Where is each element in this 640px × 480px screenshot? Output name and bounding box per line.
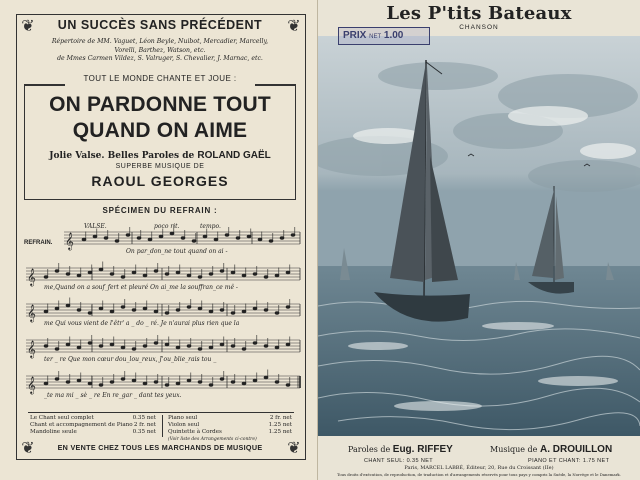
note-head [264,345,268,348]
note-head [55,270,59,273]
note-head [187,379,191,382]
note-head [110,273,114,276]
price-row [168,415,292,422]
note-head [198,381,202,384]
svg-text:𝄞: 𝄞 [27,340,36,358]
note-head [253,273,257,276]
lyric-line: On par_don_ne tout quand on ai - [126,248,228,255]
note-head [165,273,169,276]
note-head [231,381,235,384]
ornament-icon: ❦ [21,438,35,457]
note-head [55,378,59,381]
note-head [143,345,147,348]
composer-name: A. DROUILLON [539,444,613,455]
composer-credit [490,444,612,455]
price-label: Mandoline seule [30,429,77,435]
piano-price: PIANO ET CHANT: 1.75 NET [528,458,610,464]
note-head [165,312,169,315]
note-head [264,276,268,279]
note-head [214,238,218,241]
note-head [176,309,180,312]
note-head [77,379,81,382]
lyricist-credit [25,150,295,161]
note-head [88,342,92,345]
note-head [82,238,86,241]
note-head [44,276,48,279]
stamp-prefix: PRIX [343,30,367,41]
note-head [286,343,290,346]
note-head [137,237,141,240]
note-head [132,379,136,382]
note-head [55,307,59,310]
note-head [55,348,59,351]
note-head [176,346,180,349]
note-head [192,240,196,243]
note-head [225,234,229,237]
price-value: 1.25 net [268,422,292,428]
note-head [275,274,279,277]
tout-le-monde-heading: TOUT LE MONDE CHANTE ET JOUE : [83,74,237,83]
note-head [148,238,152,241]
note-head [159,235,163,238]
note-head [154,310,158,313]
note-head [99,345,103,348]
price-value: 0.35 net [132,429,156,435]
note-head [88,271,92,274]
note-head [176,271,180,274]
note-head [104,237,108,240]
note-head [220,270,224,273]
price-row [168,429,292,436]
note-head [126,234,130,237]
song-title-line: QUAND ON AIME [72,119,248,142]
price-stamp [338,27,430,45]
poco-rit-marking: poco rit. [154,223,180,230]
cover-credits [318,440,640,480]
svg-text:𝄞: 𝄞 [27,304,36,322]
ornament-icon: ❦ [287,438,301,457]
note-head [275,346,279,349]
note-head [231,312,235,315]
note-head [187,345,191,348]
lyricist-name: ROLAND GAËL [197,150,271,161]
note-head [181,237,185,240]
price-label: Le Chant seul complet [30,415,94,421]
paroles-prefix: Jolie Valse. Belles Paroles de [49,151,195,161]
note-head [253,379,257,382]
note-head [77,346,81,349]
price-label: Chant et accompagnement de Piano [30,422,133,428]
price-row [30,422,156,429]
note-head [242,382,246,385]
song-title-line: ON PARDONNE TOUT [49,93,271,116]
song-title [25,92,295,144]
svg-text:𝄞: 𝄞 [27,268,36,286]
note-head [286,306,290,309]
musique-prefix: Musique de [490,445,538,454]
note-head [143,274,147,277]
note-head [44,382,48,385]
note-head [110,381,114,384]
note-head [231,271,235,274]
price-value: 2 fr. net [269,415,292,421]
note-head [286,271,290,274]
rights-notice: Tous droits d'exécution, de reproduction, de traduction et d'arrangements réservés pour tous pays y compris la Suède, la Norvège et le Danemark. [337,472,621,477]
lyricist-credit [348,444,453,455]
note-head [99,384,103,387]
publisher-line: Paris, MARCEL LABBÉ, Éditeur, 20, Rue du Croissant (IIe) [404,465,554,471]
note-head [121,378,125,381]
repertoire-list [24,38,296,64]
repertoire-line: Vorelli, Barthez, Watson, etc. [114,46,206,54]
note-head [220,343,224,346]
note-head [66,273,70,276]
note-head [121,346,125,349]
success-banner: UN SUCCÈS SANS PRÉCÉDENT [57,18,263,32]
note-head [258,238,262,241]
note-head [176,382,180,385]
note-head [132,348,136,351]
svg-text:𝄞: 𝄞 [27,376,36,394]
ornament-icon: ❦ [21,16,35,35]
note-head [66,381,70,384]
note-head [66,304,70,307]
note-head [110,310,114,313]
note-head [264,376,268,379]
price-row [168,422,292,429]
note-head [99,307,103,310]
note-head [77,274,81,277]
note-head [115,240,119,243]
price-value: 0.35 net [132,415,156,421]
chant-price: CHANT SEUL: 0.35 NET [364,458,434,464]
valse-marking: VALSE. [84,223,107,230]
note-head [264,309,268,312]
lyric-line: _te ma mi _ sè _ re En re_gar _ dant tes yeux. [44,392,182,399]
note-head [170,232,174,235]
stamp-price: 1.00 [383,30,404,41]
sailboats-illustration [318,36,640,436]
note-head [132,309,136,312]
note-head [242,348,246,351]
price-column [168,415,292,436]
lyric-line: me,Quand on a souf_fert et pleuré On ai_me la souffran_ce mê - [44,284,238,291]
price-value: 2 fr. net [133,422,156,428]
note-head [198,276,202,279]
note-head [110,343,114,346]
note-head [187,274,191,277]
back-cover-page [0,0,318,480]
note-head [286,384,290,387]
note-head [44,345,48,348]
note-head [220,309,224,312]
note-head [209,273,213,276]
note-head [203,235,207,238]
note-head [247,235,251,238]
lyric-line: ter _ re Que mon cœur dou_lou_reux, J'ou_blie_rais tou _ [44,356,217,363]
price-list [28,412,294,442]
note-head [220,378,224,381]
note-head [269,240,273,243]
note-head [280,237,284,240]
note-head [253,307,257,310]
repertoire-line: de Mmes Carmen Vildez, S. Valruger, S. Chevalier, J. Marnac, etc. [57,55,263,63]
note-head [143,382,147,385]
lyric-line: me Qui vous vient de l'êtr' a _ do _ ré. Je n'aurai plus rien que la [44,320,240,327]
note-head [88,382,92,385]
note-head [209,346,213,349]
stamp-net: NET [369,34,382,40]
price-row [30,429,156,436]
note-head [275,312,279,315]
note-head [154,381,158,384]
front-cover-page [318,0,640,480]
svg-text:𝄞: 𝄞 [65,232,74,250]
note-head [165,384,169,387]
price-label: Quintette à Cordes [168,429,222,435]
note-head [242,274,246,277]
note-head [165,343,169,346]
price-column [30,415,156,436]
staff-lines [22,218,302,408]
note-head [209,384,213,387]
note-head [88,312,92,315]
music-score [22,218,302,408]
composer-name: RAOUL GEORGES [91,173,229,189]
sale-notice: EN VENTE CHEZ TOUS LES MARCHANDS DE MUSIQUE [57,443,263,452]
note-head [121,306,125,309]
refrain-label: REFRAIN. [24,240,53,246]
note-head [44,310,48,313]
price-label: Violon seul [168,422,200,428]
note-head [275,381,279,384]
cover-title: Les P'tits Bateaux [386,3,572,24]
note-head [198,348,202,351]
price-row [30,415,156,422]
note-head [291,234,295,237]
note-head [253,342,257,345]
tempo-marking: tempo. [200,223,221,230]
note-head [121,276,125,279]
note-head [66,343,70,346]
note-head [209,310,213,313]
note-head [143,307,147,310]
note-head [99,268,103,271]
arrangements-note: (Voir liste des Arrangements ci-contre) [168,437,257,442]
note-head [77,309,81,312]
song-title-box [24,84,296,200]
lyricist-name: Eug. RIFFEY [392,444,453,455]
cover-subtitle: CHANSON [459,24,499,31]
note-head [132,271,136,274]
note-head [198,307,202,310]
note-head [231,345,235,348]
repertoire-line: Répertoire de MM. Vaguet, Léon Beyle, Nuibot, Mercadier, Marcelly, [51,38,269,45]
note-head [242,310,246,313]
music-by-label: SUPERBE MUSIQUE DE [115,163,205,170]
note-head [187,306,191,309]
note-head [154,270,158,273]
ornament-icon: ❦ [287,16,301,35]
note-head [236,237,240,240]
note-head [93,235,97,238]
note-head [154,342,158,345]
paroles-prefix: Paroles de [348,445,391,454]
price-value: 1.25 net [268,429,292,435]
price-label: Piano seul [168,415,198,421]
specimen-heading: SPÉCIMEN DU REFRAIN : [102,206,218,215]
